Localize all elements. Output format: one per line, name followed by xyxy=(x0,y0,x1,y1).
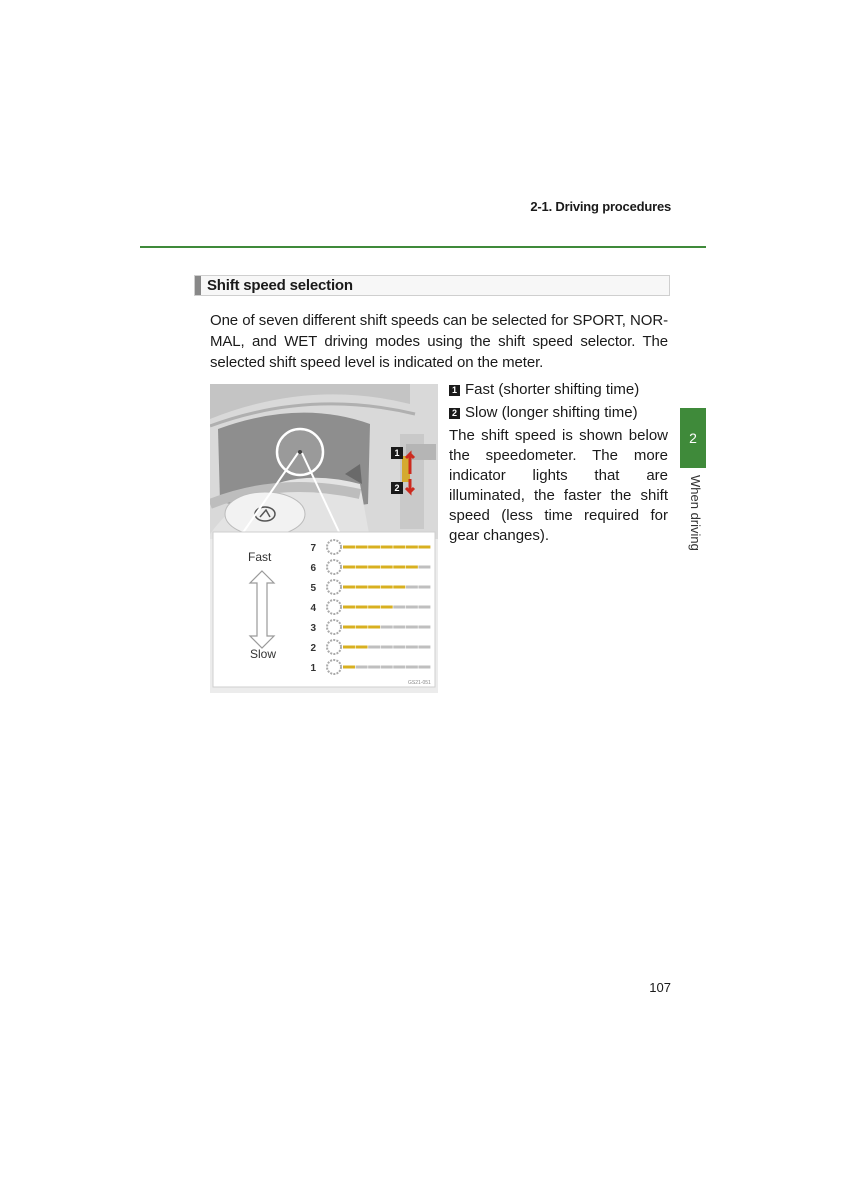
level-number-4: 4 xyxy=(310,603,316,614)
gear-icon xyxy=(327,660,341,674)
indicator-segment xyxy=(356,666,368,669)
indicator-segment xyxy=(418,566,430,569)
level-number-1: 1 xyxy=(310,663,316,674)
indicator-segment xyxy=(381,546,393,549)
description-paragraph: The shift speed is shown below the speedometer. The more indicator lights that are illuminated, the faster the shift speed (less time required for gear changes). xyxy=(449,427,668,544)
indicator-segment xyxy=(356,606,368,609)
indicator-segment xyxy=(381,666,393,669)
page-number: 107 xyxy=(649,980,671,995)
indicator-segment xyxy=(368,606,380,609)
indicator-segment xyxy=(356,546,368,549)
indicator-segment xyxy=(418,546,430,549)
level-number-6: 6 xyxy=(310,563,316,574)
legend-text-fast: Fast (shorter shifting time) xyxy=(465,381,640,398)
indicator-segment xyxy=(368,586,380,589)
gear-icon xyxy=(327,540,341,554)
indicator-segment xyxy=(381,566,393,569)
indicator-segment xyxy=(418,586,430,589)
indicator-segment xyxy=(343,626,355,629)
callout-2: 2 xyxy=(391,482,403,494)
indicator-segment xyxy=(418,646,430,649)
legend-and-description xyxy=(449,380,668,546)
indicator-segment xyxy=(381,606,393,609)
level-number-5: 5 xyxy=(310,583,316,594)
gear-icon xyxy=(327,640,341,654)
gear-icon xyxy=(327,580,341,594)
gear-icon xyxy=(327,600,341,614)
level-number-7: 7 xyxy=(310,543,316,554)
indicator-segment xyxy=(393,666,405,669)
indicator-segment xyxy=(368,546,380,549)
indicator-segment xyxy=(356,586,368,589)
legend-item-slow xyxy=(449,403,668,423)
indicator-segment xyxy=(343,566,355,569)
indicator-segment xyxy=(393,586,405,589)
indicator-segment xyxy=(381,586,393,589)
image-code: GS21-051 xyxy=(408,680,431,686)
indicator-segment xyxy=(406,606,418,609)
chapter-label-text: When driving xyxy=(688,475,703,551)
slow-label: Slow xyxy=(250,647,277,661)
indicator-segment xyxy=(368,646,380,649)
chapter-label xyxy=(683,475,703,565)
indicator-segment xyxy=(343,646,355,649)
indicator-segment xyxy=(406,586,418,589)
legend-number-2: 2 xyxy=(449,408,460,419)
indicator-segment xyxy=(406,566,418,569)
indicator-segment xyxy=(406,646,418,649)
indicator-segment xyxy=(368,566,380,569)
indicator-segment xyxy=(406,626,418,629)
gear-icon xyxy=(327,560,341,574)
indicator-segment xyxy=(418,626,430,629)
chapter-tab: 2 xyxy=(680,408,706,468)
indicator-segment xyxy=(343,606,355,609)
shift-speed-figure xyxy=(210,384,438,693)
indicator-segment xyxy=(381,646,393,649)
indicator-segment xyxy=(418,606,430,609)
indicator-segment xyxy=(343,546,355,549)
legend-item-fast xyxy=(449,380,668,400)
indicator-segment xyxy=(381,626,393,629)
fast-label: Fast xyxy=(248,550,272,564)
gear-icon xyxy=(327,620,341,634)
section-heading: Shift speed selection xyxy=(207,277,353,294)
callout-1: 1 xyxy=(391,447,403,459)
indicator-segment xyxy=(356,646,368,649)
indicator-segment xyxy=(393,606,405,609)
indicator-segment xyxy=(406,666,418,669)
section-heading-bar xyxy=(194,275,670,296)
indicator-segment xyxy=(368,666,380,669)
header-section-title: 2-1. Driving procedures xyxy=(530,199,671,214)
indicator-segment xyxy=(393,646,405,649)
legend-text-slow: Slow (longer shifting time) xyxy=(465,404,638,421)
indicator-segment xyxy=(406,546,418,549)
indicator-segment xyxy=(356,626,368,629)
indicator-segment xyxy=(343,586,355,589)
indicator-segment xyxy=(343,666,355,669)
intro-paragraph: One of seven different shift speeds can be selected for SPORT, NOR-MAL, and WET driving modes using the shift speed selector. The selected shift speed level is indicated on the meter. xyxy=(210,312,668,371)
indicator-segment xyxy=(418,666,430,669)
indicator-segment xyxy=(393,546,405,549)
section-heading-accent xyxy=(195,276,201,295)
indicator-segment xyxy=(393,626,405,629)
indicator-segment xyxy=(368,626,380,629)
header-rule xyxy=(140,246,706,248)
figure-illustration xyxy=(210,384,438,693)
level-number-3: 3 xyxy=(310,623,316,634)
level-number-2: 2 xyxy=(310,643,316,654)
indicator-segment xyxy=(356,566,368,569)
indicator-segment xyxy=(393,566,405,569)
legend-number-1: 1 xyxy=(449,385,460,396)
